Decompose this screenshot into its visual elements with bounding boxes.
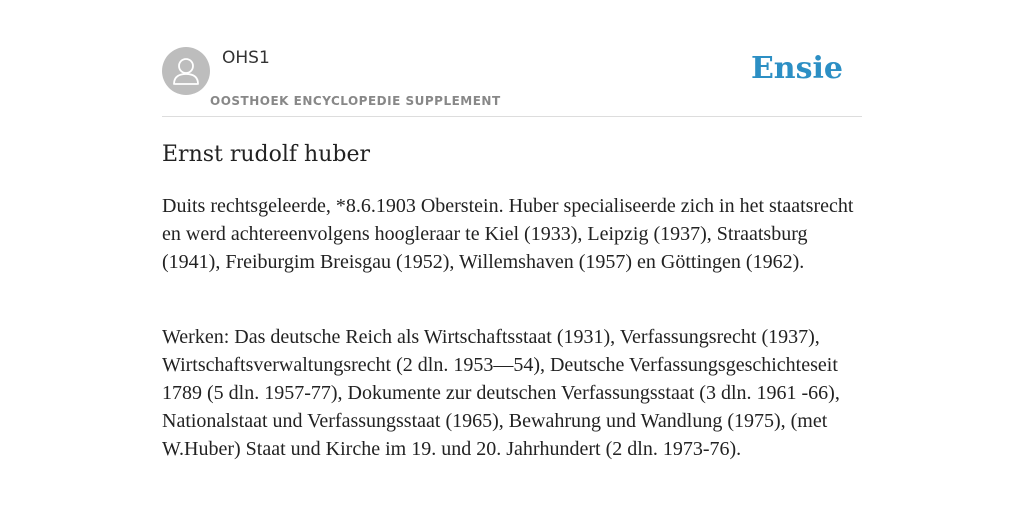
source-name[interactable]: OOSTHOEK ENCYCLOPEDIE SUPPLEMENT — [210, 94, 501, 108]
brand-logo[interactable]: Ensie — [750, 51, 843, 86]
author-avatar[interactable] — [162, 47, 210, 95]
article-paragraph: Duits rechtsgeleerde, *8.6.1903 Oberstein. Huber specialiseerde zich in het staatsrecht en werd achtereenvolgens hoogleraar te Kiel (1933), Leipzig (1937), Straatsburg (1941), Freiburgim Breisgau (1952), Willemshaven (1957) en Göttingen (1962). — [162, 195, 854, 273]
header — [162, 0, 862, 117]
user-silhouette-icon — [162, 47, 210, 95]
page-container — [162, 0, 862, 460]
article-paragraph: Werken: Das deutsche Reich als Wirtschaftsstaat (1931), Verfassungsrecht (1937), Wirtschaftsverwaltungsrecht (2 dln. 1953—54), Deutsche Verfassungsgeschichteseit 1789 (5 dln. 1957-77), Dokumente zur deutschen Verfassungsstaat (3 dln. 1961 -66), Nationalstaat und Verfassungsstaat (1965), Bewahrung und Wandlung (1975), (met W.Huber) Staat und Kirche im 19. und 20. Jahrhundert (2 dln. 1973-76). — [162, 326, 840, 460]
author-name[interactable]: OHS1 — [222, 48, 270, 68]
article-title: Ernst rudolf huber — [162, 142, 371, 167]
